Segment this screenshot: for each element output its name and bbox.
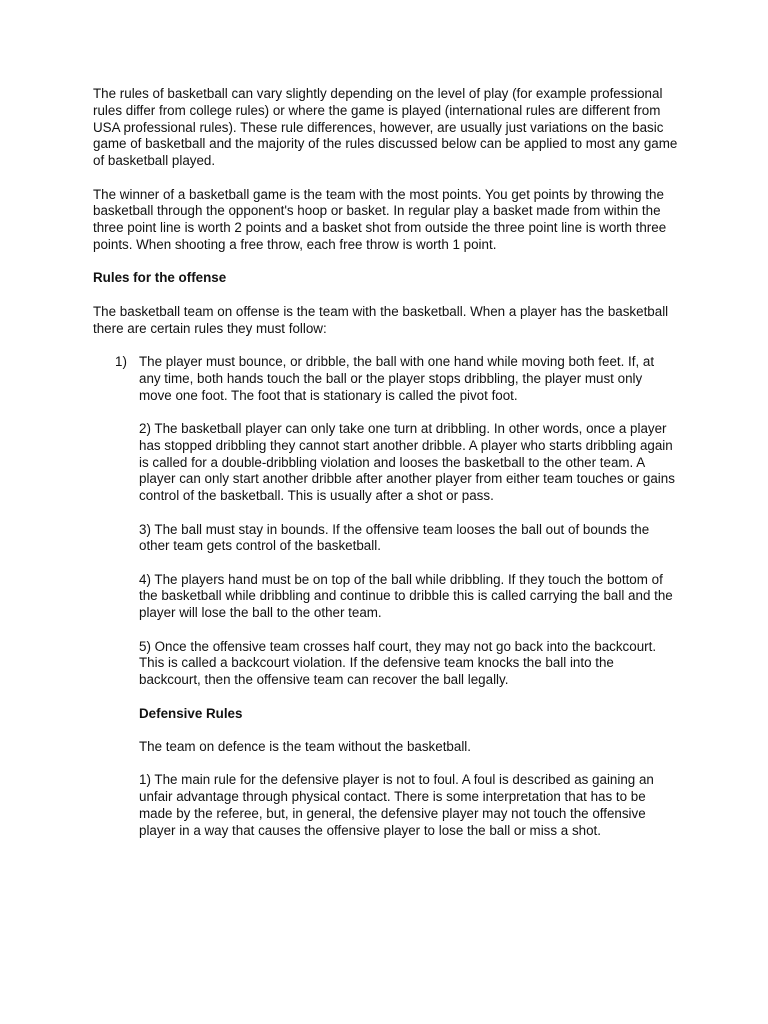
offense-rule-3: 3) The ball must stay in bounds. If the offensive team looses the ball out of bounds the other team gets control of the basketball. [139,521,650,554]
offense-rule-2: 2) The basketball player can only take one turn at dribbling. In other words, once a player has stopped dribbling they cannot start another dribble. A player who starts dribbling again is called for a double-dribbling violation and looses the basketball to the other team. A player can only start another dribble after another player from either team touches or gains control of the basketball. This is usually after a shot or pass. [139,420,675,504]
defense-rule-1: 1) The main rule for the defensive player is not to foul. A foul is described as gaining an unfair advantage through physical contact. There is some interpretation that has to be made by the referee, but, in general, the defensive player may not touch the offensive player in a way that causes the offensive player to lose the ball or miss a shot. [139,772,654,838]
scoring-paragraph: The winner of a basketball game is the team with the most points. You get points by throwing the basketball through the opponent's hoop or basket. In regular play a basket made from within the three point line is worth 2 points and a basket shot from outside the three point line is worth three points. When shooting a free throw, each free throw is worth 1 point. [93,186,667,252]
defense-heading: Defensive Rules [139,705,243,721]
offense-rule-4: 4) The players hand must be on top of the ball while dribbling. If they touch the bottom of the basketball while dribbling and continue to dribble this is called carrying the ball and the player will lose the ball to the other team. [139,571,673,621]
offense-rule-1 [93,354,678,404]
offense-intro-paragraph: The basketball team on offense is the team with the basketball. When a player has the basketball there are certain rules they must follow: [93,303,669,336]
offense-heading: Rules for the offense [93,270,227,286]
defense-intro-paragraph: The team on defence is the team without the basketball. [139,739,471,755]
list-number: 1) [115,353,127,369]
intro-paragraph: The rules of basketball can vary slightly depending on the level of play (for example professional rules differ from college rules) or where the game is played (international rules are different from USA professional rules). These rule differences, however, are usually just variations on the basic game of basketball and the majority of the rules discussed below can be applied to most any game of basketball played. [93,86,678,169]
document-page [93,86,678,856]
offense-rule-1-text: The player must bounce, or dribble, the ball with one hand while moving both feet. If, at any time, both hands touch the ball or the player stops dribbling, the player must only move one foot. The foot that is stationary is called the pivot foot. [139,353,655,403]
offense-rule-5: 5) Once the offensive team crosses half court, they may not go back into the backcourt. This is called a backcourt violation. If the defensive team knocks the ball into the backcourt, then the offensive team can recover the ball legally. [139,638,657,688]
